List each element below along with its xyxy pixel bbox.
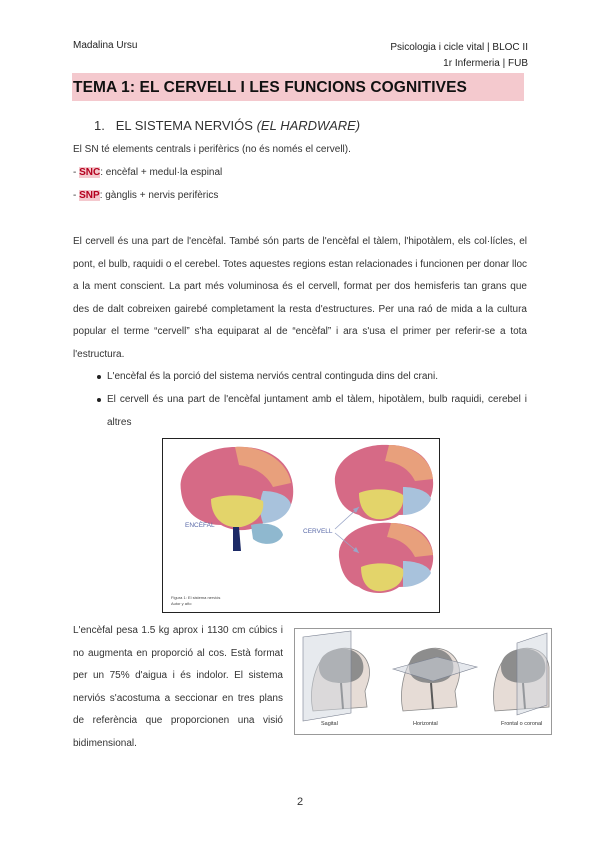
header-author: Madalina Ursu [73, 40, 138, 51]
plane-label-frontal: Frontal o coronal [501, 721, 543, 727]
section-subtitle: (EL HARDWARE) [256, 118, 361, 133]
snp-dash: - [73, 190, 77, 201]
planes-figure [294, 628, 552, 735]
snp-line [73, 190, 218, 201]
figure1-caption-line2: Autor y año [171, 601, 192, 606]
encefal-brain-icon [181, 447, 294, 551]
plane-label-horizontal: Horizontal [413, 721, 438, 727]
frontal-head-icon [494, 633, 549, 715]
intro-line: El SN té elements centrals i perifèrics (no és només el cervell). [73, 144, 351, 155]
snc-dash: - [73, 167, 77, 178]
bullet-text-2: El cervell és una part de l'encèfal juntament amb el tàlem, hipotàlem, bulb raquidi, cerebel i altres [107, 394, 527, 428]
bullet-dot-icon [97, 375, 101, 379]
header-right [390, 40, 528, 72]
bullet-item-2 [107, 389, 527, 434]
snc-tag: SNC [79, 167, 101, 178]
section-number: 1. [94, 118, 105, 133]
section-title: EL SISTEMA NERVIÓS [115, 118, 253, 133]
page-number: 2 [296, 796, 304, 808]
header-program: 1r Infermeria | FUB [443, 58, 528, 69]
figure1-caption-line1: Figura 1: El sistema nerviós [171, 595, 221, 600]
snp-tag: SNP [79, 190, 100, 201]
body-paragraph: El cervell és una part de l'encèfal. També són parts de l'encèfal el tàlem, l'hipotàlem, els col·lícles, el pont, el bulb, raquidi o el cerebel. Totes aquestes regions estan relacionades i funcionen per donar lloc a la ment conscient. La part més voluminosa és el cervell, format per dos hemisferis tan grans que des de dalt cobreixen gairebé completament la resta d'estructures. Per una raó de mida a la cultura popular el terme “cervell” s'ha equiparat al de “encèfal” i ara s'usa el primer per referir-se a tota l'estructura. [73, 236, 527, 360]
horizontal-head-icon [393, 648, 477, 711]
cervell-brain-top-icon [335, 445, 433, 521]
planes-figure-svg [295, 629, 551, 734]
bullet-dot-icon [97, 398, 101, 402]
cervell-brain-bottom-icon [339, 523, 433, 593]
brain-figure [162, 438, 440, 613]
page-title: TEMA 1: EL CERVELL I LES FUNCIONS COGNITIVES [73, 79, 467, 96]
bullet-text-1: L'encèfal és la porció del sistema nerviós central continguda dins del crani. [107, 371, 438, 382]
side-paragraph: L'encèfal pesa 1.5 kg aprox i 1130 cm cúbics i no augmenta en proporció al cos. Està format per un 75% d'aigua i és indolor. El sistema nerviós s'acostuma a seccionar en tres plans de referència que proporcionen una visió bidimensional. [73, 625, 283, 749]
cervell-label: CERVELL [303, 528, 333, 535]
brain-figure-svg [163, 439, 439, 612]
header-course: Psicologia i cicle vital | BLOC II [390, 42, 528, 53]
snc-text: : encèfal + medul·la espinal [100, 167, 223, 178]
bullet-item-1 [107, 366, 527, 389]
encefal-label: ENCÈFAL [185, 522, 215, 529]
snp-text: : gànglis + nervis perifèrics [99, 190, 219, 201]
snc-line [73, 167, 222, 178]
section-heading [94, 118, 360, 133]
sagittal-head-icon [303, 631, 370, 721]
plane-label-sagital: Sagital [321, 721, 338, 727]
